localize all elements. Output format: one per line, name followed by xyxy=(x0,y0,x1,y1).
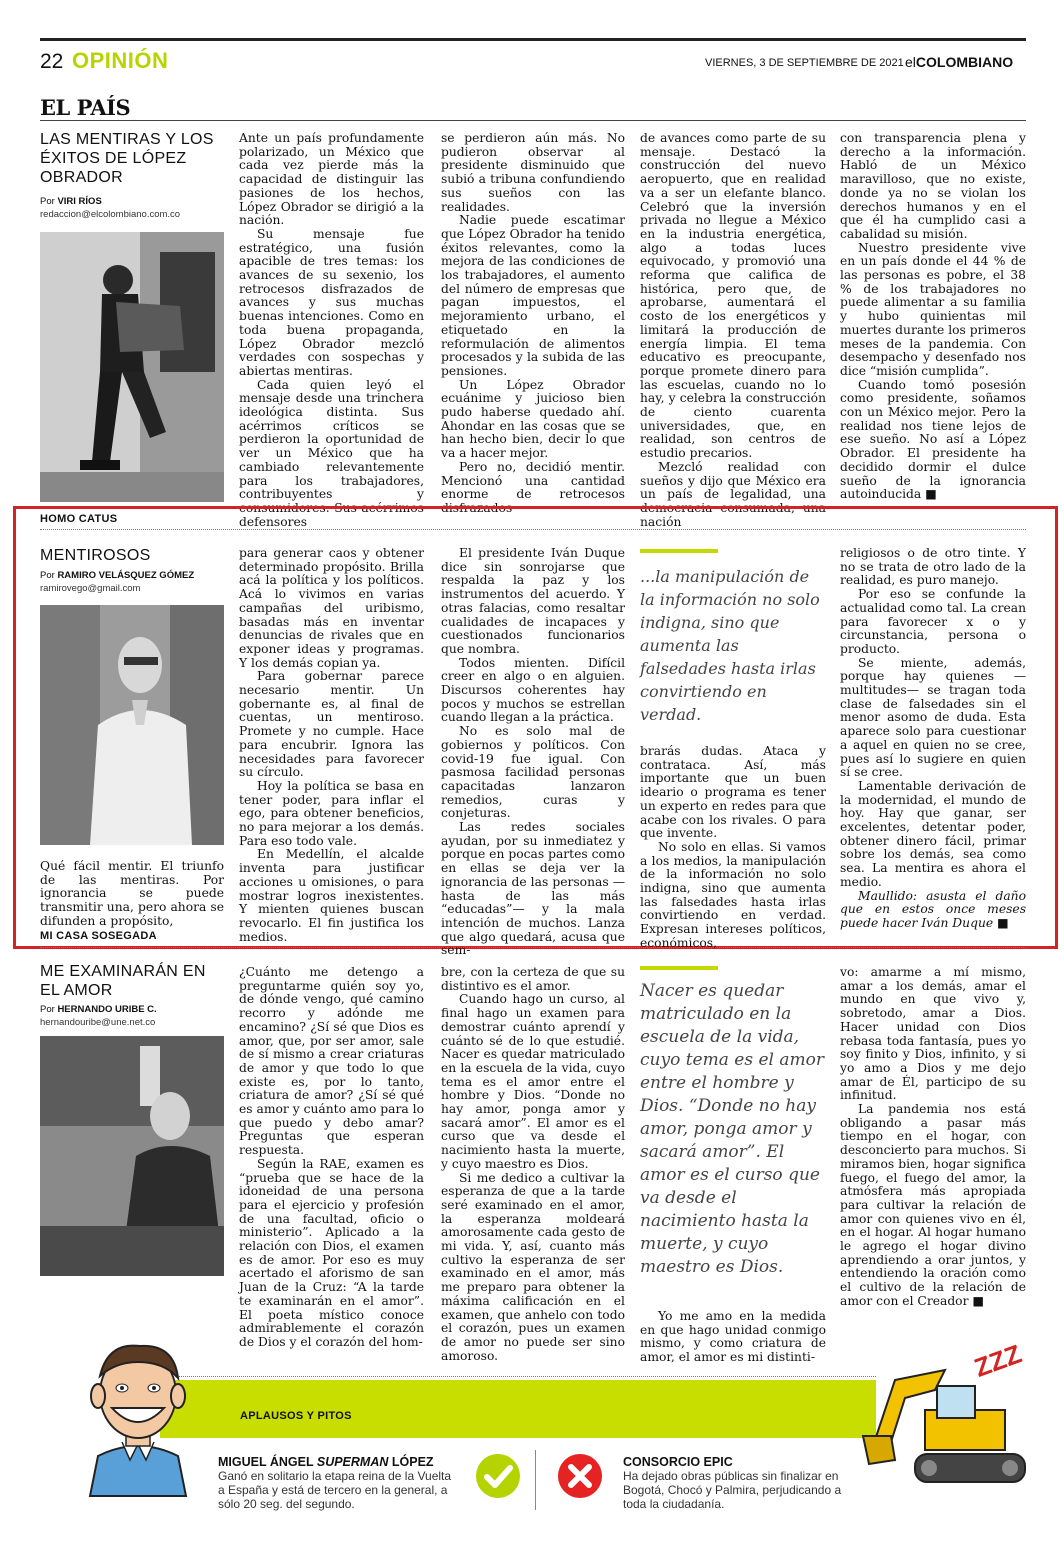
paragraph: Según la RAE, examen es “prueba que se hace de la idoneidad de una persona para el ejercicio y profesión de una facultad, oficio o ministerio”. Aplicado a la relación con Dios, el examen es de amor. Por eso es muy acertado el aforismo de san Juan de la Cruz: “A la tarde te examinarán en el amor”. El poeta místico conoce admirablemente el corazón de Dios y el corazón del hom- xyxy=(239,1156,424,1349)
article2-column-1 xyxy=(239,546,424,944)
by-prefix: Por xyxy=(40,570,58,581)
paragraph: Maullido: asusta el daño que en estos once meses puede hacer Iván Duque ■ xyxy=(840,888,1026,930)
article3-author: HERNANDO URIBE C. xyxy=(57,1004,157,1015)
article3-pull-quote: Nacer es quedar matriculado en la escuela de la vida, cuyo tema es el amor entre el hombre y Dios. “Donde no hay amor, ponga amor y sacará amor”. El amor es el curso que va desde el nacimiento hasta la muerte, y cuyo maestro es Dios. xyxy=(640,981,824,1277)
paragraph: Mezcló realidad con sueños y dijo que México era un país de legalidad, una democracia consumada, una nación xyxy=(640,459,826,529)
by-prefix: Por xyxy=(40,1004,58,1015)
name-part: LÓPEZ xyxy=(388,1455,434,1469)
article2-lead xyxy=(40,860,224,930)
article3-column-1 xyxy=(239,966,424,1371)
partner-logo: EL PAÍS xyxy=(40,95,131,120)
article2-author: RAMIRO VELÁSQUEZ GÓMEZ xyxy=(57,570,195,581)
paragraph: Yo me amo en la medida en que hago unidad conmigo mismo, y como criatura de amor, el amor es mi distinti- xyxy=(640,1309,826,1365)
article3-byline xyxy=(40,1004,157,1015)
aplauso-name xyxy=(218,1455,458,1469)
zzz-label: ZZZ xyxy=(970,1338,1026,1383)
x-icon xyxy=(557,1453,603,1503)
top-rule xyxy=(40,38,1026,41)
paragraph: Qué fácil mentir. El triunfo de las mentiras. Por ignorancia se puede transmitir una, pero ahora se difunden a propósito, xyxy=(40,859,224,928)
article2-pull-quote: ...la manipulación de la información no solo indigna, sino que aumenta las falsedades hasta irlas convirtiendo en verdad. xyxy=(640,567,820,724)
paragraph: ¿Cuánto me detengo a preguntarme quién soy yo, de dónde vengo, qué camino recorro y adónde me encamino? ¿Sí sé que Dios es amor, que, por ser amor, sale de sí mismo a crear criaturas de amor y que todo lo que existe es, por lo tanto, criatura de amor? ¿Sí sé qué es amor y cuánto amo para lo que puedo y debo amar? Preguntas que esperan respuesta. xyxy=(239,965,424,1158)
article3-title: ME EXAMINARÁN EN EL AMOR xyxy=(40,963,206,999)
paragraph: Se miente, además, porque hay quienes —multitudes— se tragan toda clase de falsedades sin el menor asomo de duda. Esta aparece solo para cuestionar a aquel en quien no se cree, pues así lo sugiere en quien sí se cree. xyxy=(840,655,1026,780)
dateline: VIERNES, 3 DE SEPTIEMBRE DE 2021 xyxy=(705,57,904,69)
paragraph: Nuestro presidente vive en un país donde el 44 % de las personas es pobre, el 38 % de los trabajadores no puede alimentar a su familia y hubo quinientas mil muertes durante los primeros meses de la pandemia. Con desempacho y desenfado nos dice “misión cumplida”. xyxy=(840,240,1026,378)
aplauso-item xyxy=(218,1455,458,1511)
page-number: 22 xyxy=(40,50,64,73)
paragraph: Cuando tomó posesión como presidente, soñamos con un México mejor. Pero la realidad nos tiene lejos de ese sueño. No así a López Obrador. El presidente ha decidido dormir el dulce sueño de la ignorancia autoinducida ■ xyxy=(840,377,1026,502)
header-rule xyxy=(40,120,1026,121)
paragraph: se perdieron aún más. No pudieron observar al presidente disminuido que subió a tribuna confundiendo sus sueños con las realidades. xyxy=(441,131,625,214)
paragraph: Lamentable derivación de la modernidad, el mundo de hoy. Hay que ganar, ser excelentes, detentar poder, obtener dinero fácil, primar sobre los demás, sea como sea. La mentira es ahora el medio. xyxy=(840,778,1026,889)
article1-author: VIRI RÍOS xyxy=(57,196,102,207)
article1-photo xyxy=(40,232,224,502)
article2-byline xyxy=(40,570,194,581)
article1-byline xyxy=(40,196,102,207)
paragraph: Cuando hago un curso, al final hago un examen para demostrar cuánto aprendí y cuánto sé de lo que estudié. Nacer es quedar matriculado en la escuela de la vida, cuyo tema es el amor entre el hombre y Dios. “Donde no hay amor, ponga amor y sacará amor”. El amor es el curso que va desde el nacimiento hasta la muerte, y cuyo maestro es Dios. xyxy=(441,992,625,1171)
masthead-name: COLOMBIANO xyxy=(915,54,1014,70)
paragraph: Para gobernar parece necesario mentir. Un gobernante es, al final de cuentas, un mentiroso. Promete y no cumple. Hace para encubrir. Ignora las necesidades para favorecer su círculo. xyxy=(239,669,424,780)
divider xyxy=(40,947,1026,948)
paragraph: de avances como parte de su mensaje. Destacó la construcción del nuevo aeropuerto, que en realidad va a ser un elefante blanco. Celebró que la inversión privada no llegue a México en la industria energética, algo a todas luces equivocado, y promovió una reforma que califica de histórica, pero que, de aprobarse, aumentará el costo de los energéticos y limitará la producción de energía limpia. El tema educativo es preocupante, porque promete dinero para las escuelas, cuando no lo hay, y celebra la construcción de ciento cuarenta universidades, que, en realidad, son centros de estudio precarios. xyxy=(640,131,826,461)
article1-column-4 xyxy=(840,132,1026,504)
pull-quote-bar xyxy=(640,966,718,970)
article3-email: hernandouribe@une.net.co xyxy=(40,1017,156,1028)
pito-name: CONSORCIO EPIC xyxy=(623,1455,733,1469)
separator xyxy=(535,1450,536,1510)
author-portrait-icon xyxy=(40,1036,224,1276)
paragraph: vo: amarme a mí mismo, amar a los demás, amar el mundo en que vivo y, sobretodo, amar a Dios. Hacer unidad con Dios rebasa toda fantasía, pues yo soy finito y Dios, infinito, y si yo amo a Dios y me dejo amar de Él, participo de su infinitud. xyxy=(840,965,1026,1103)
article3-column-3 xyxy=(640,1310,826,1370)
aplauso-text: Ganó en solitario la etapa reina de la Vuelta a España y está de tercero en la general, a sólo 20 seg. del segundo. xyxy=(218,1469,452,1511)
article1-column-3 xyxy=(640,131,826,529)
paragraph: Hoy la política se basa en tener poder, para inflar el ego, para obtener beneficios, no para mejorar a los demás. Para eso todo vale. xyxy=(239,778,424,848)
masthead xyxy=(905,54,1013,70)
paragraph: brarás dudas. Ataca y contrataca. Así, más importante que un buen ideario o programa es tener un experto en redes para que acabe con los rivales. O para que invente. xyxy=(640,744,826,841)
article2-column-2 xyxy=(441,546,625,958)
article2-email: ramirovego@gmail.com xyxy=(40,583,141,594)
excavator-icon xyxy=(855,1330,1030,1530)
paragraph: bre, con la certeza de que su distintivo es el amor. xyxy=(441,965,625,993)
paragraph: Cada quien leyó el mensaje desde una trinchera ideológica distinta. Sus acérrimos críticos se perdieron la oportunidad de ver un México que ha cambiado relevantemente para los trabajadores, contribuyentes y consumidores. Sus acérrimos defensores xyxy=(239,377,424,529)
article1-column-2 xyxy=(441,131,625,515)
article2-column-4 xyxy=(840,547,1026,929)
article3-photo xyxy=(40,1036,224,1276)
paragraph: No solo en ellas. Si vamos a los medios, la manipulación de la información no solo indigna, sino que aumenta las falsedades hasta irlas convirtiendo en verdad. Expresan intereses políticos, económicos, xyxy=(640,839,826,950)
section-title: OPINIÓN xyxy=(72,48,169,73)
article2-column-3 xyxy=(640,744,826,950)
article2-tag: HOMO CATUS xyxy=(40,513,118,525)
paragraph: No es solo mal de gobiernos y políticos. Con covid-19 fue igual. Con pasmosa facilidad personas capacitadas lanzaron remedios, curas y conjeturas. xyxy=(441,724,625,821)
article3-tag: MI CASA SOSEGADA xyxy=(40,930,157,942)
name-part: MIGUEL ÁNGEL xyxy=(218,1455,317,1469)
by-prefix: Por xyxy=(40,196,58,207)
paragraph: Nadie puede escatimar que López Obrador ha tenido éxitos relevantes, como la mejora de las condiciones de los trabajadores, el aumento del número de empresas que pagan impuestos, el mejoramiento urbano, el etiquetado en la reformulación de alimentos procesados y la subida de las pensiones. xyxy=(441,213,625,378)
statue-photo-icon xyxy=(40,232,224,502)
divider xyxy=(160,1376,876,1377)
aplausos-band xyxy=(160,1380,876,1438)
paragraph: La pandemia nos está obligando a pasar más tiempo en el hogar, con desconcierto para muchos. Si miramos bien, hogar significa fuego, el fuego del amor, la atmósfera más apropiada para cultivar la relación de amor con quienes vivo en él, en el hogar. Al hogar humano le agrego el hogar divino aprendiendo a orar juntos, y entendiendo la oración como el cultivo de la relación de amor con el Creador ■ xyxy=(840,1102,1026,1308)
paragraph: Por eso se confunde la actualidad como tal. La crean para favorecer x o y circunstancia, persona o producto. xyxy=(840,587,1026,656)
paragraph: religiosos o de otro tinte. Y no se trata de otro lado de la realidad, es puro manejo. xyxy=(840,546,1026,588)
divider xyxy=(40,529,1026,530)
paragraph: El presidente Iván Duque dice sin sonrojarse que respalda la paz y los instrumentos del acuerdo. Y otras falacias, como resaltar cualidades de incapaces y cuestionados funcionarios que nombra. xyxy=(441,546,625,656)
paragraph: Todos mienten. Difícil creer en algo o en alguien. Discursos coherentes hay pocos y muchos se estrellan cuando llegan a la práctica. xyxy=(441,655,625,725)
paragraph: Ante un país profundamente polarizado, un México que cada vez pierde más la capacidad de distinguir las pasiones de los hechos, López Obrador se dirigió a la nación. xyxy=(239,131,424,228)
paragraph: Pero no, decidió mentir. Mencionó una cantidad enorme de retrocesos disfrazados xyxy=(441,459,625,515)
paragraph: Su mensaje fue estratégico, una fusión apacible de tres temas: los avances de su sexenio, los retrocesos disfrazados de avances y sus muchas buenas intenciones. Como en toda buena propaganda, López Obrador mezcló verdades con sospechas y abiertas mentiras. xyxy=(239,226,424,378)
paragraph: Las redes sociales ayudan, por su inmediatez y porque en pocas partes como en ellas se deja ver la ignorancia de las personas —hasta de las más “educadas”— y la mala intención de muchos. Lanza que algo quedará, acusa que sem- xyxy=(441,820,625,958)
article2-title: MENTIROSOS xyxy=(40,547,151,564)
aplausos-title: APLAUSOS Y PITOS xyxy=(240,1410,352,1422)
article3-column-4 xyxy=(840,966,1026,1371)
article1-title: LAS MENTIRAS Y LOS ÉXITOS DE LÓPEZ OBRADOR xyxy=(40,131,214,186)
caricature-cyclist-icon xyxy=(78,1336,198,1496)
masthead-prefix: el xyxy=(905,54,916,70)
pito-item xyxy=(623,1455,843,1511)
paragraph: con transparencia plena y derecho a la información. Habló de un México maravilloso, que no existe, donde ya no se violan los derechos humanos y en el que él ha cumplido casi a cabalidad su misión. xyxy=(840,131,1026,241)
paragraph: Un López Obrador ecuánime y juicioso bien pudo haberse quedado ahí. Ahondar en las cosas que se han hecho bien, decir lo que va a hacer mejor. xyxy=(441,377,625,461)
check-icon xyxy=(475,1453,521,1503)
article1-column-1 xyxy=(239,131,424,529)
name-part: SUPERMAN xyxy=(316,1455,389,1469)
paragraph: Si me dedico a cultivar la esperanza de que a la tarde seré examinado en el amor, la esperanza moldeará amorosamente cada gesto de mi vida. Y, así, cuanto más cultivo la esperanza de ser examinado en el amor, más me preparo para obtener la máxima calificación en el examen, que anhelo con todo el corazón, pues un examen de amor no puede ser sino amoroso. xyxy=(441,1170,625,1363)
pito-text: Ha dejado obras públicas sin finalizar en Bogotá, Chocó y Palmira, perjudicando a toda la ciudadanía. xyxy=(623,1469,842,1511)
author-portrait-icon xyxy=(40,605,224,845)
article3-column-2 xyxy=(441,966,625,1371)
article2-photo xyxy=(40,605,224,845)
paragraph: En Medellín, el alcalde inventa para justificar acciones u omisiones, o para mostrar logros inexistentes. Y mienten quienes buscan revocarlo. El fin justifica los medios. xyxy=(239,847,424,944)
article1-email: redaccion@elcolombiano.com.co xyxy=(40,209,181,220)
paragraph: para generar caos y obtener determinado propósito. Brilla acá la política y los políticos. Acá lo vivimos en varias campañas del uribismo, basadas más en inventar denuncias de rivales que en exponer ideas y programas. Y los demás copian ya. xyxy=(239,546,424,670)
pull-quote-bar xyxy=(640,549,718,553)
